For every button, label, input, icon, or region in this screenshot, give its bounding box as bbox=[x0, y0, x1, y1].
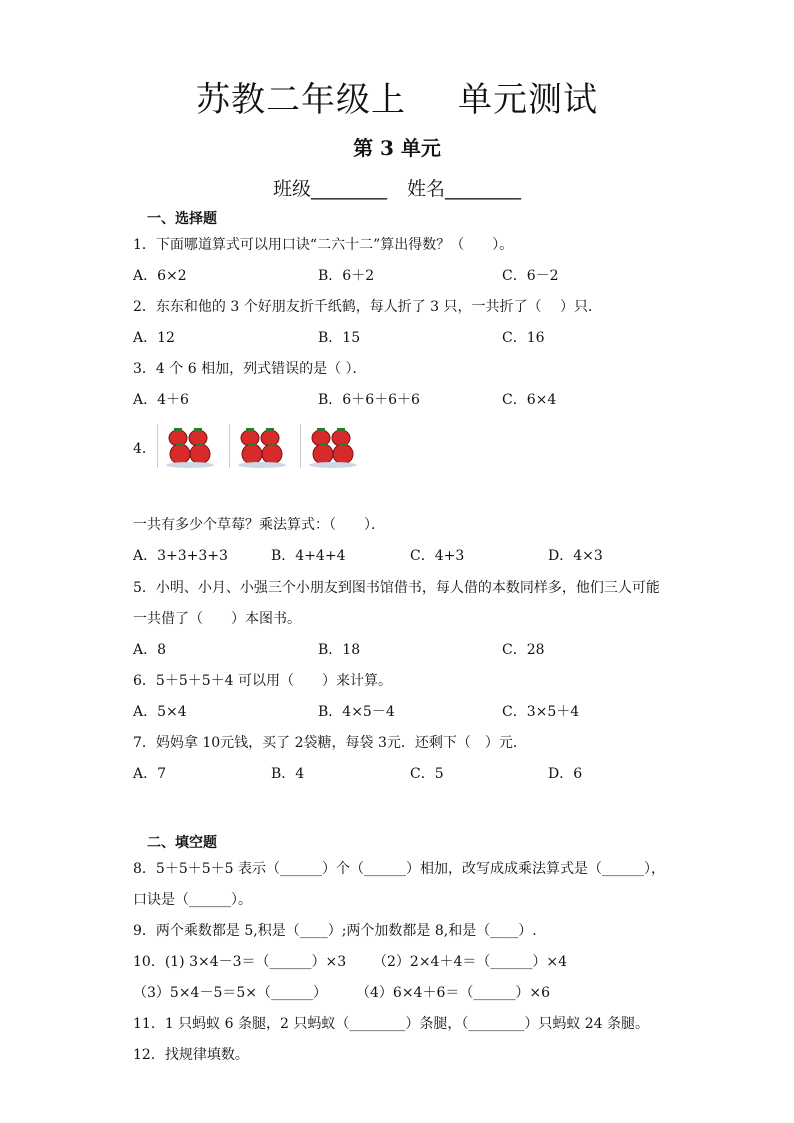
fill-line: 9．两个乘数都是 5,积是（____）;两个加数都是 8,和是（____）. bbox=[133, 923, 537, 939]
question-stem: 2．东东和他的 3 个好朋友折千纸鹤，每人折了 3 只，一共折了（ ）只． bbox=[133, 299, 602, 315]
section-title: 二、填空题 bbox=[147, 835, 217, 851]
page-title bbox=[0, 72, 794, 121]
fill-line: 口诀是（______）。 bbox=[133, 892, 252, 908]
option-c: C．5 bbox=[410, 766, 444, 782]
option-a: A．3+3+3+3 bbox=[133, 548, 228, 564]
option-c: C．3×5＋4 bbox=[502, 704, 580, 720]
fill-line: （2）2×4＋4＝（______）×4 bbox=[373, 954, 567, 970]
option-a: A．4＋6 bbox=[133, 392, 189, 408]
option-d: D．6 bbox=[548, 766, 583, 782]
unit-subtitle: 第 3 单元 bbox=[353, 136, 441, 160]
strawberry-group bbox=[157, 424, 218, 468]
title-right: 单元测试 bbox=[458, 80, 598, 120]
option-b: B．6＋6＋6＋6 bbox=[318, 392, 420, 408]
fill-line: 11．1 只蚂蚁 6 条腿，2 只蚂蚁（________）条腿，（________）只蚂蚁 24 条腿。 bbox=[133, 1016, 650, 1032]
name-field[interactable]: 姓名________ bbox=[407, 178, 522, 200]
option-a: A．12 bbox=[133, 330, 175, 346]
option-b: B．15 bbox=[318, 330, 361, 346]
title-left: 苏教二年级上 bbox=[196, 80, 406, 120]
question-stem-cont: 一共借了（ ）本图书。 bbox=[133, 611, 301, 627]
option-b: B．4 bbox=[271, 766, 305, 782]
fill-line: （3）5×4－5＝5×（______） bbox=[133, 985, 327, 1001]
class-field[interactable]: 班级________ bbox=[272, 178, 387, 200]
option-c: C．28 bbox=[502, 642, 545, 658]
fill-line: 12．找规律填数。 bbox=[133, 1047, 249, 1063]
strawberry-group bbox=[300, 424, 361, 468]
option-a: A．6×2 bbox=[133, 268, 187, 284]
option-a: A．5×4 bbox=[133, 704, 187, 720]
question-stem-cont: 一共有多少个草莓？乘法算式：（ ）． bbox=[133, 517, 385, 533]
strawberry-icon bbox=[305, 424, 363, 468]
option-c: C．16 bbox=[502, 330, 545, 346]
question-stem: 6．5＋5＋5＋4 可以用（ ）来计算。 bbox=[133, 673, 392, 689]
option-d: D．4×3 bbox=[548, 548, 603, 564]
option-b: B．4×5－4 bbox=[318, 704, 395, 720]
strawberry-icon bbox=[234, 424, 292, 468]
fill-line: 8．5＋5＋5＋5 表示（______）个（______）相加，改写成成乘法算式是（______）， bbox=[133, 861, 665, 877]
option-c: C．6×4 bbox=[502, 392, 557, 408]
option-b: B．6＋2 bbox=[318, 268, 375, 284]
option-b: B．18 bbox=[318, 642, 361, 658]
question-stem: 7．妈妈拿 10元钱，买了 2袋糖，每袋 3元．还剩下（ ）元． bbox=[133, 735, 527, 751]
question-stem: 4． bbox=[133, 441, 156, 457]
option-a: A．8 bbox=[133, 642, 167, 658]
fill-line: （4）6×4＋6＝（______）×6 bbox=[356, 985, 550, 1001]
name-row bbox=[0, 174, 794, 201]
strawberry-icon bbox=[162, 424, 220, 468]
option-b: B．4+4+4 bbox=[271, 548, 346, 564]
strawberry-group bbox=[229, 424, 290, 468]
section-title: 一、选择题 bbox=[147, 211, 217, 227]
question-stem: 5．小明、小月、小强三个小朋友到图书馆借书，每人借的本数同样多，他们三人可能 bbox=[133, 580, 660, 596]
option-c: C．6－2 bbox=[502, 268, 559, 284]
question-stem: 3．4 个 6 相加，列式错误的是（ ）． bbox=[133, 361, 367, 377]
fill-line: 10．(1) 3×4－3＝（______）×3 bbox=[133, 954, 347, 970]
option-a: A．7 bbox=[133, 766, 167, 782]
option-c: C．4+3 bbox=[410, 548, 465, 564]
question-stem: 1．下面哪道算式可以用口诀“二六十二”算出得数？（ ）。 bbox=[133, 237, 514, 253]
